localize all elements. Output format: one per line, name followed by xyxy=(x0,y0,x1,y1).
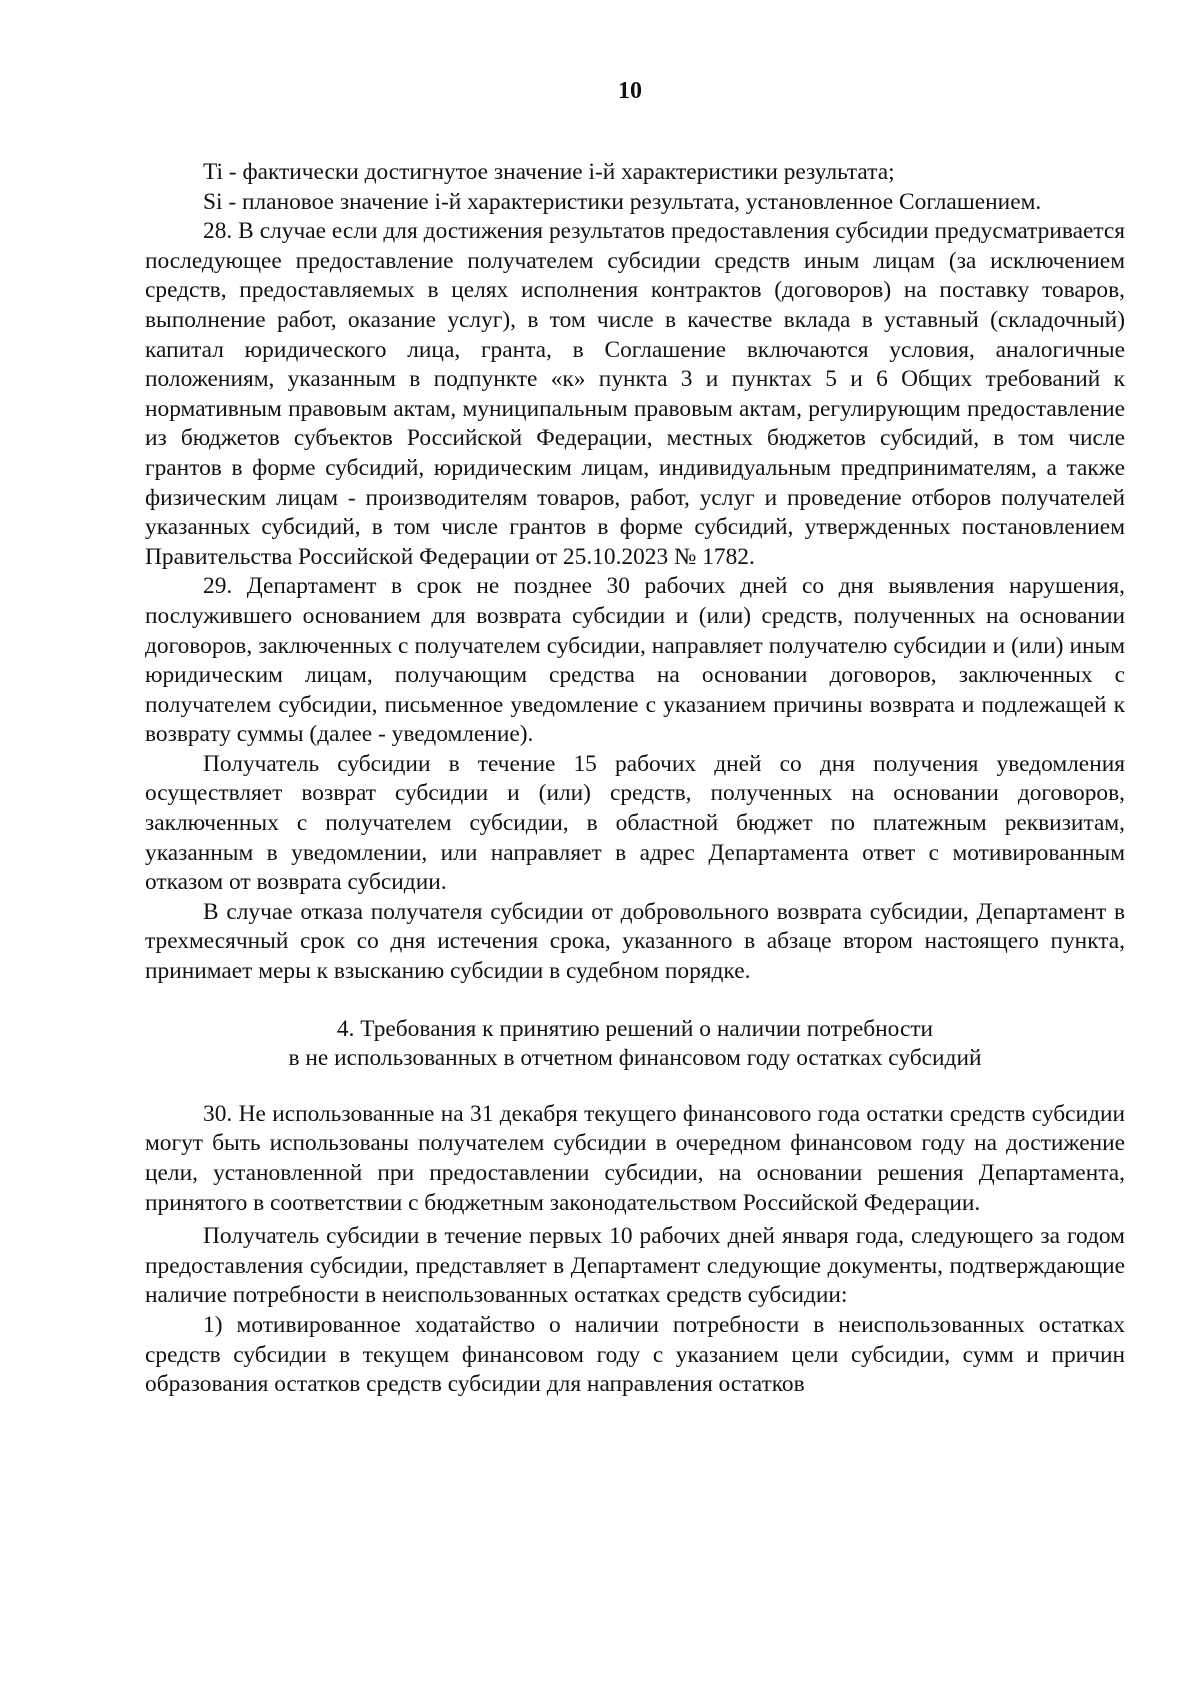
paragraph-clause-30-documents: Получатель субсидии в течение первых 10 рабочих дней января года, следующего за годом предоставления субсидии, представляет в Департамент следующие документы, подтверждающие наличие потребности в неиспользованных остатках средств субсидии: xyxy=(145,1223,1125,1309)
paragraph-clause-30: 30. Не использованные на 31 декабря текущего финансового года остатки средств субсидии могут быть использованы получателем субсидии в очередном финансовом году на достижение цели, установленной при предоставлении субсидии, на основании решения Департамента, принятого в соответствии с бюджетным законодательством Российской Федерации. xyxy=(145,1100,1125,1216)
paragraph-si-definition: Si - плановое значение i-й характеристики результата, установленное Соглашением. xyxy=(203,188,1042,215)
spacer xyxy=(145,987,1125,1015)
page-number: 10 xyxy=(618,78,642,104)
paragraph-clause-28: 28. В случае если для достижения результатов предоставления субсидии предусматривается последующее предоставление получателем субсидии средств иным лицам (за исключением средств, предоставляемых в целях исполнения контрактов (договоров) на поставку товаров, выполнение работ, оказание услуг), в том числе в качестве вклада в уставный (складочный) капитал юридического лица, гранта, в Соглашение включаются условия, аналогичные положениям, указанным в подпункте «к» пункта 3 и пунктах 5 и 6 Общих требований к нормативным правовым актам, муниципальным правовым актам, регулирующим предоставление из бюджетов субъектов Российской Федерации, местных бюджетов субсидий, в том числе грантов в форме субсидий, юридическим лицам, индивидуальным предпринимателям, а также физическим лицам - производителям товаров, работ, услуг и проведение отборов получателей указанных субсидий, в том числе грантов в форме субсидий, утвержденных постановлением Правительства Российской Федерации от 25.10.2023 № 1782. xyxy=(145,218,1125,570)
section-heading xyxy=(145,1015,1125,1074)
paragraph-clause-29-return: Получатель субсидии в течение 15 рабочих дней со дня получения уведомления осуществляет возврат субсидии и (или) средств, полученных на основании договоров, заключенных с получателем субсидии, в областной бюджет по платежным реквизитам, указанным в уведомлении, или направляет в адрес Департамента ответ с мотивированным отказом от возврата субсидии. xyxy=(145,750,1125,896)
section-heading-line-2: в не использованных в отчетном финансовом году остатках субсидий xyxy=(288,1045,982,1072)
document-body xyxy=(145,158,1125,1400)
paragraph-clause-29-refusal: В случае отказа получателя субсидии от добровольного возврата субсидии, Департамент в трехмесячный срок со дня истечения срока, указанного в абзаце втором настоящего пункта, принимает меры к взысканию субсидии в судебном порядке. xyxy=(145,898,1125,985)
spacer xyxy=(145,1074,1125,1100)
paragraph-clause-29: 29. Департамент в срок не позднее 30 рабочих дней со дня выявления нарушения, послужившего основанием для возврата субсидии и (или) средств, полученных на основании договоров, заключенных с получателем субсидии, направляет получателю субсидии и (или) иным юридическим лицам, получающим средства на основании договоров, заключенных с получателем субсидии, письменное уведомление с указанием причины возврата и подлежащей к возврату суммы (далее - уведомление). xyxy=(145,573,1125,748)
paragraph-clause-30-item-1: 1) мотивированное ходатайство о наличии потребности в неиспользованных остатках средств субсидии в текущем финансовом году с указанием цели субсидии, сумм и причин образования остатков средств субсидии для направления остатков xyxy=(145,1311,1125,1398)
section-heading-line-1: 4. Требования к принятию решений о наличии потребности xyxy=(336,1015,934,1042)
paragraph-ti-definition: Ti - фактически достигнутое значение i-й характеристики результата; xyxy=(203,159,895,185)
